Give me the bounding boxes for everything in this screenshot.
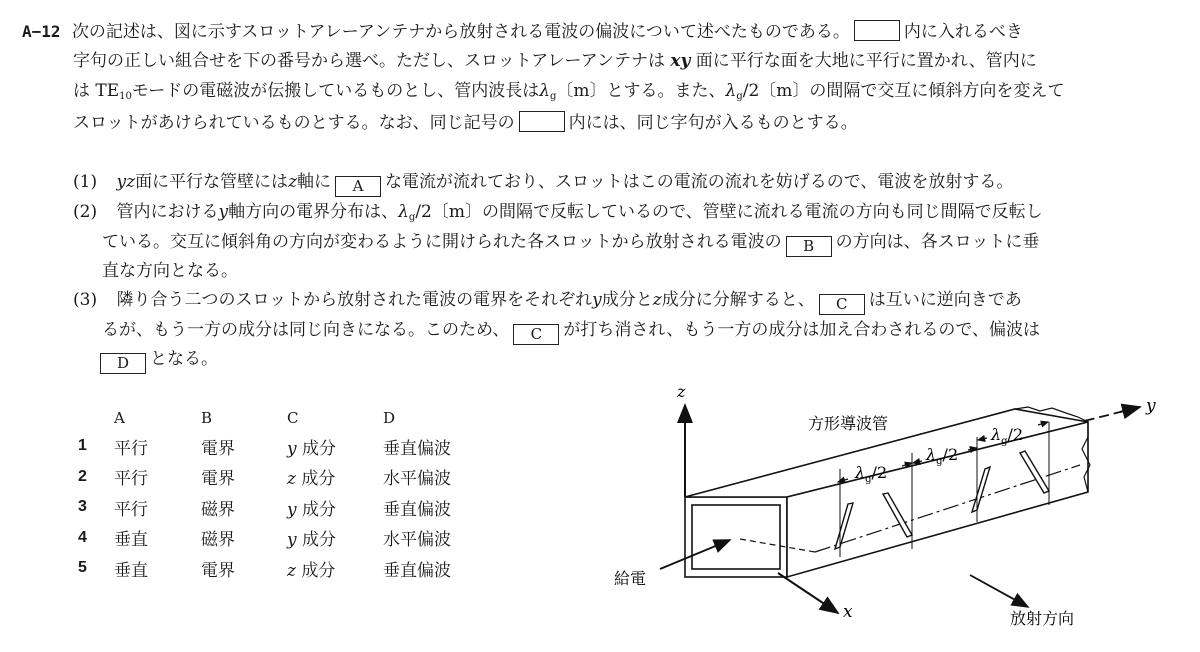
question-number: A−12 [22, 22, 61, 41]
question-line-2: 字句の正しい組合せを下の番号から選べ。ただし、スロットアレーアンテナは xy 面に平行な面を大地に平行に置かれ、管内に [73, 51, 1037, 71]
blank-b: B [786, 236, 832, 257]
radiation-arrow [970, 575, 1028, 607]
question-line-1: A−12 次の記述は、図に示すスロットアレーアンテナから放射される電波の偏波について述べたものである。 内に入れるべき [22, 22, 1023, 42]
options-table [74, 405, 451, 584]
option-row[interactable]: 1 平行 電界 y 成分 垂直偏波 [78, 437, 451, 459]
blank-a: A [335, 176, 381, 197]
item-2-line-2: ている。交互に傾斜角の方向が変わるように開けられた各スロットから放射される電波の B の方向は、各スロットに垂 [102, 232, 1040, 255]
blank-d: D [100, 353, 146, 374]
blank-c: C [819, 294, 865, 315]
x-axis [778, 573, 838, 613]
options-header: A B C D [114, 409, 396, 427]
feed-label: 給電 [614, 569, 647, 588]
waveguide-figure [600, 377, 1200, 652]
item-3: (3) 隣り合う二つのスロットから放射された電波の電界をそれぞれy成分とz成分に分解すると、 C は互いに逆向きであ [73, 290, 1022, 313]
y-axis-label: y [1146, 396, 1156, 416]
item-3-line-2: るが、もう一方の成分は同じ向きになる。このため、 C が打ち消され、もう一方の成分は加え合わされるので、偏波は [102, 320, 1041, 343]
svg-text:λg/2: $\lambda_g/2$ [926, 445, 959, 467]
item-3-line-3: D となる。 [100, 348, 218, 374]
question-line-4: スロットがあけられているものとする。なお、同じ記号の 内には、同じ字句が入るものとする。 [73, 113, 858, 133]
item-2: (2) 管内におけるy軸方向の電界分布は、$\lambda_g/2$〔m〕の間隔で反転しているので、管壁に流れる電流の方向も同じ間隔で反転し [73, 202, 1043, 223]
option-row[interactable]: 4 垂直 磁界 y 成分 水平偏波 [78, 528, 451, 551]
blank-box [519, 111, 565, 132]
question-line-3: は $TE_{10}$モードの電磁波が伝搬しているものとし、管内波長は$\lambda_g$〔m〕とする。また、$\lambda_g/2$〔m〕の間隔で交互に傾斜方向を変えて [73, 81, 1065, 102]
blank-box [854, 20, 900, 41]
z-axis-label: z [677, 382, 686, 401]
y-axis-arrow [1120, 407, 1140, 412]
waveguide-label: 方形導波管 [808, 414, 889, 433]
svg-text:λg/2: $\lambda_g/2$ [991, 425, 1024, 447]
option-row[interactable]: 3 平行 磁界 y 成分 垂直偏波 [78, 498, 451, 520]
item-2-line-3: 直な方向となる。 [102, 261, 238, 281]
option-row[interactable]: 2 平行 電界 z 成分 水平偏波 [78, 467, 451, 490]
option-row[interactable]: 5 垂直 電界 z 成分 垂直偏波 [78, 559, 451, 581]
svg-text:λg/2: $\lambda_g/2$ [855, 463, 888, 485]
radiation-label: 放射方向 [1010, 609, 1075, 628]
blank-c-2: C [513, 324, 559, 345]
item-1: (1) yz面に平行な管壁にはz軸に A な電流が流れており、スロットはこの電流の流れを妨げるので、電波を放射する。 [73, 172, 1014, 195]
x-axis-label: x [843, 602, 853, 622]
